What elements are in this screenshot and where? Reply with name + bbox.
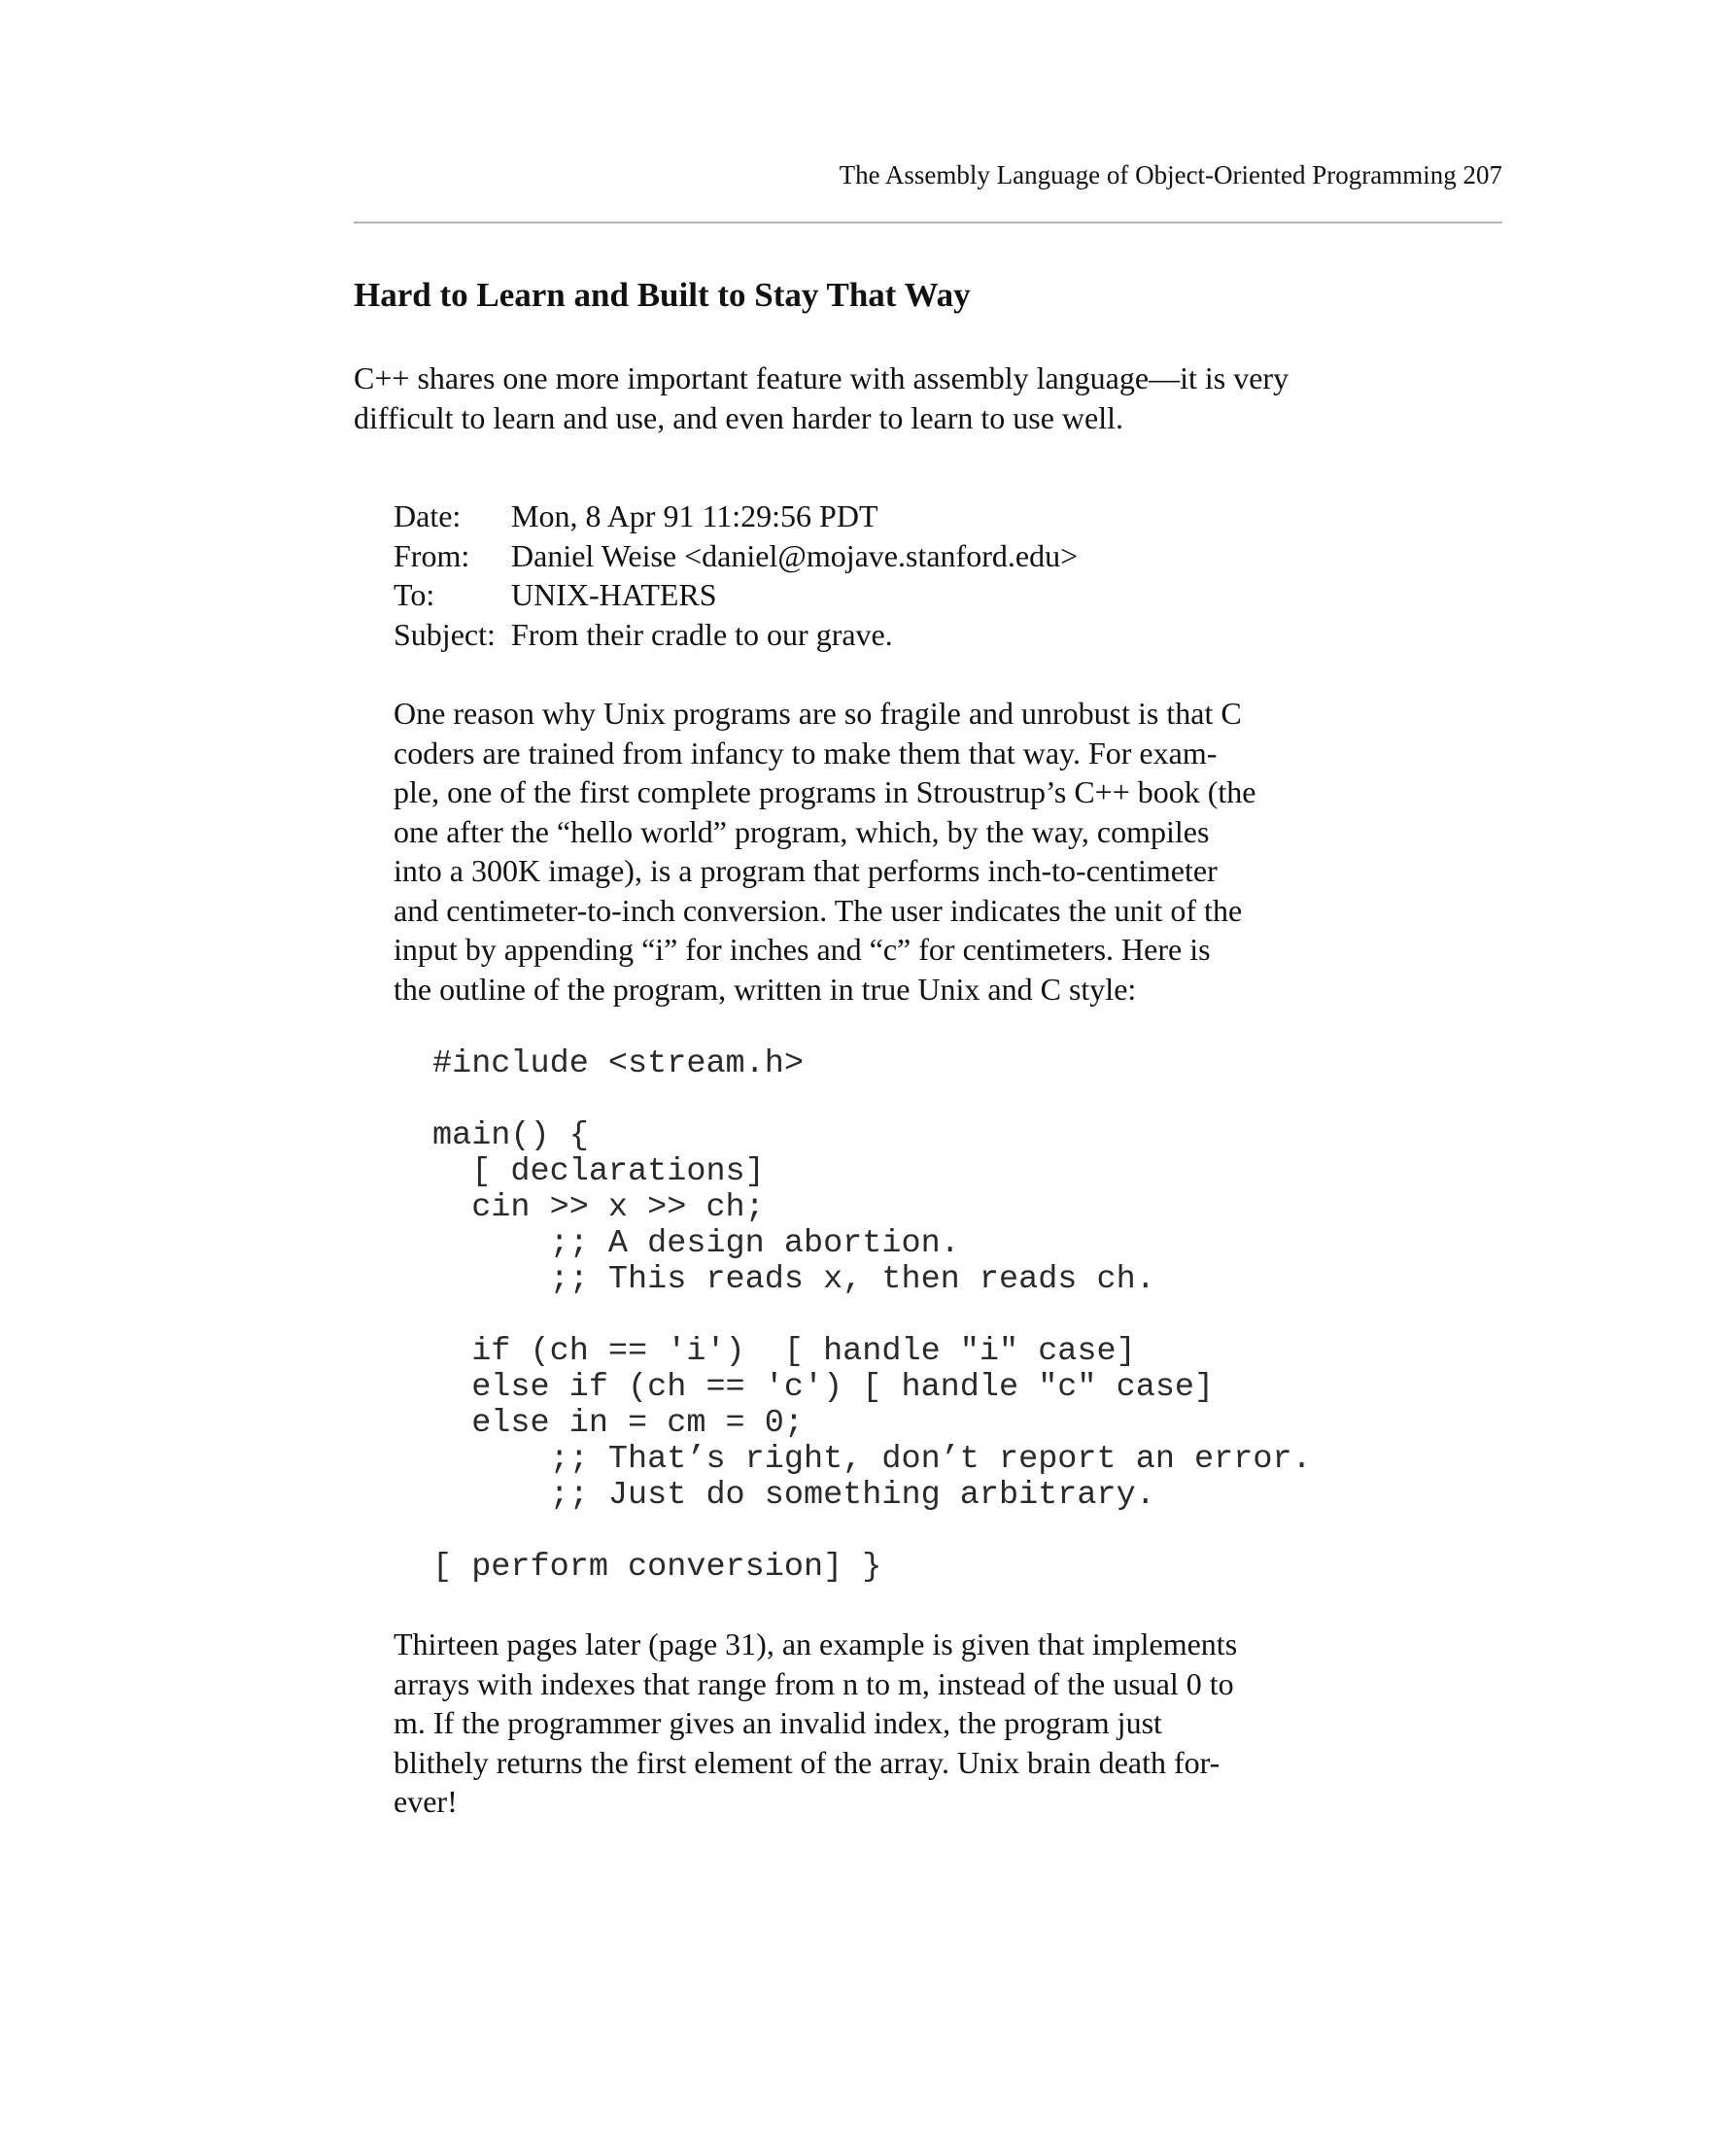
text-line: ple, one of the first complete programs in Stroustrup’s C++ book (the bbox=[394, 774, 1256, 809]
header-rule bbox=[354, 222, 1502, 223]
intro-paragraph bbox=[354, 359, 1442, 437]
email-headers bbox=[394, 496, 1078, 654]
email-body-paragraph-2 bbox=[394, 1625, 1346, 1822]
code-line bbox=[432, 1298, 1312, 1334]
email-header-from bbox=[394, 536, 1078, 576]
text-line: m. If the programmer gives an invalid index, the program just bbox=[394, 1705, 1162, 1740]
code-line: ;; Just do something arbitrary. bbox=[432, 1477, 1155, 1514]
email-header-subject bbox=[394, 615, 1078, 655]
header-label: Subject: bbox=[394, 616, 496, 652]
code-line: if (ch == 'i') [ handle "i" case] bbox=[432, 1333, 1136, 1370]
header-value: Daniel Weise <daniel@mojave.stanford.edu> bbox=[511, 537, 1079, 573]
code-line: [ perform conversion] } bbox=[432, 1549, 882, 1586]
code-line bbox=[432, 1082, 1312, 1118]
code-listing bbox=[432, 1046, 1312, 1586]
header-value: Mon, 8 Apr 91 11:29:56 PDT bbox=[511, 498, 878, 533]
code-line: ;; This reads x, then reads ch. bbox=[432, 1261, 1155, 1298]
code-line: main() { bbox=[432, 1117, 589, 1154]
email-header-to bbox=[394, 575, 1078, 615]
text-line: One reason why Unix programs are so fragile and unrobust is that C bbox=[394, 696, 1242, 731]
text-line: Thirteen pages later (page 31), an example is given that implements bbox=[394, 1626, 1238, 1661]
code-line: ;; A design abortion. bbox=[432, 1225, 960, 1262]
running-header: The Assembly Language of Object-Oriented Programming 207 bbox=[839, 160, 1502, 189]
header-value: UNIX-HATERS bbox=[511, 577, 717, 612]
text-line: input by appending “i” for inches and “c” for centimeters. Here is bbox=[394, 932, 1211, 967]
code-line: [ declarations] bbox=[432, 1153, 765, 1190]
code-line: else if (ch == 'c') [ handle "c" case] bbox=[432, 1369, 1215, 1406]
text-line: difficult to learn and use, and even harder to learn to use well. bbox=[354, 399, 1124, 435]
text-line: coders are trained from infancy to make them that way. For exam- bbox=[394, 735, 1218, 770]
header-label: To: bbox=[394, 577, 435, 612]
section-title: Hard to Learn and Built to Stay That Way bbox=[354, 276, 971, 314]
email-header-date bbox=[394, 496, 1078, 536]
header-label: Date: bbox=[394, 498, 462, 533]
text-line: one after the “hello world” program, which, by the way, compiles bbox=[394, 813, 1210, 849]
code-line: ;; That’s right, don’t report an error. bbox=[432, 1441, 1312, 1478]
header-value: From their cradle to our grave. bbox=[511, 616, 893, 652]
email-body-paragraph-1 bbox=[394, 694, 1346, 1009]
text-line: arrays with indexes that range from n to m, instead of the usual 0 to bbox=[394, 1665, 1234, 1701]
code-line: else in = cm = 0; bbox=[432, 1405, 804, 1442]
code-line: cin >> x >> ch; bbox=[432, 1189, 765, 1226]
code-line bbox=[432, 1514, 1312, 1550]
header-label: From: bbox=[394, 537, 470, 573]
text-line: C++ shares one more important feature with assembly language—it is very bbox=[354, 360, 1289, 395]
text-line: blithely returns the first element of the array. Unix brain death for- bbox=[394, 1744, 1220, 1780]
text-line: and centimeter-to-inch conversion. The user indicates the unit of the bbox=[394, 892, 1243, 928]
code-line: #include <stream.h> bbox=[432, 1045, 804, 1082]
text-line: the outline of the program, written in true Unix and C style: bbox=[394, 971, 1137, 1007]
text-line: into a 300K image), is a program that performs inch-to-centimeter bbox=[394, 853, 1218, 888]
text-line: ever! bbox=[394, 1784, 458, 1819]
